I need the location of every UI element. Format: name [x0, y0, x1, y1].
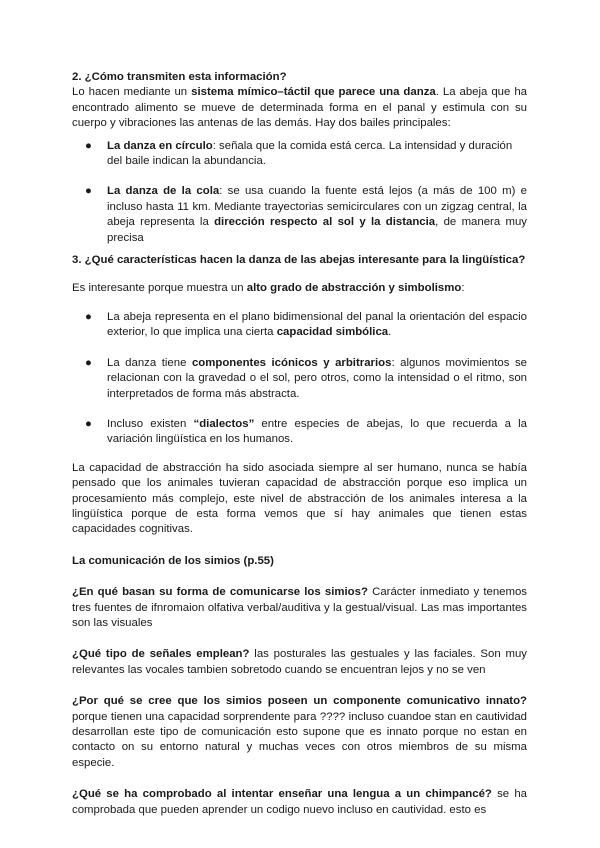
- question-2: ¿Qué tipo de señales emplean? las posturales las gestuales y las faciales. Son muy relevantes las vocales tambien sobretodo cuando se encuentran lejos y no se ven: [72, 648, 528, 676]
- list-item-symbolic: ● La abeja representa en el plano bidimensional del panal la orientación del espacio exterior, lo que implica una cierta capacidad simbólica.: [85, 310, 527, 339]
- section-3-paragraph: La capacidad de abstracción ha sido asociada siempre al ser humano, nunca se había pensado que los animales tuvieran capacidad de abstracción porque eso implica un procesamiento más complejo, este nivel de abstracción de los animales interesa a la lingüística porque de esta forma vemos que sí hay animales que tienen estas capacidades cognitivas.: [72, 461, 527, 536]
- bullet-icon: ●: [85, 139, 92, 152]
- question-3: ¿Por qué se cree que los simios poseen un componente comunicativo innato? porque tienen una capacidad sorprendente para ???? incluso cuandoe stan en cautividad desarrollan este tipo de comunicación esto supone que es innato porque no estan en contacto on su entorno natural y muchas veces con otros miembros de su misma especie.: [72, 695, 527, 769]
- simios-heading: La comunicación de los simios (p.55): [72, 554, 274, 567]
- list-item-dialects: ● Incluso existen “dialectos” entre especies de abejas, lo que recuerda a la variación lingüística en los humanos.: [85, 417, 527, 446]
- section-2-intro: Lo hacen mediante un sistema mímico–táctil que parece una danza. La abeja que ha encontrado alimento se mueve de determinada forma en el panal y estimula con su cuerpo y vibraciones las antenas de las demás. Hay dos bailes principales:: [72, 86, 527, 130]
- list-item-tail-dance: ● La danza de la cola: se usa cuando la fuente está lejos (a más de 100 m) e incluso hasta 11 km. Mediante trayectorias semicirculares con un zigzag central, la abeja representa la dirección respecto al sol y la distancia, de manera muy precisa: [85, 185, 527, 244]
- features-list: [72, 310, 527, 448]
- bullet-icon: ●: [85, 185, 92, 198]
- list-item-circle-dance: ● La danza en círculo: señala que la comida está cerca. La intensidad y duración del baile indican la abundancia.: [85, 139, 513, 168]
- question-4: ¿Qué se ha comprobado al intentar enseñar una lengua a un chimpancé? se ha comprobada que pueden aprender un codigo nuevo incluso en cautividad. esto es: [72, 788, 527, 816]
- bullet-icon: ●: [85, 417, 92, 430]
- section-2-heading: 2. ¿Cómo transmiten esta información?: [72, 71, 287, 83]
- question-1: ¿En qué basan su forma de comunicarse los simios? Carácter inmediato y tenemos tres fuentes de ifnromaion olfativa verbal/auditiva y la gestual/visual. Las mas importantes son las visuales: [72, 586, 528, 629]
- section-3-intro: Es interesante porque muestra un alto grado de abstracción y simbolismo:: [72, 282, 465, 295]
- bullet-icon: ●: [85, 356, 92, 369]
- dance-list: [72, 139, 527, 246]
- section-3-heading: 3. ¿Qué características hacen la danza de las abejas interesante para la lingüística?: [72, 254, 526, 267]
- document-page: [72, 70, 527, 818]
- list-item-components: ● La danza tiene componentes icónicos y arbitrarios: algunos movimientos se relacionan con la gravedad o el sol, pero otros, como la intensidad o el ritmo, son interpretados de forma más abstracta.: [85, 356, 528, 400]
- bullet-icon: ●: [85, 310, 92, 323]
